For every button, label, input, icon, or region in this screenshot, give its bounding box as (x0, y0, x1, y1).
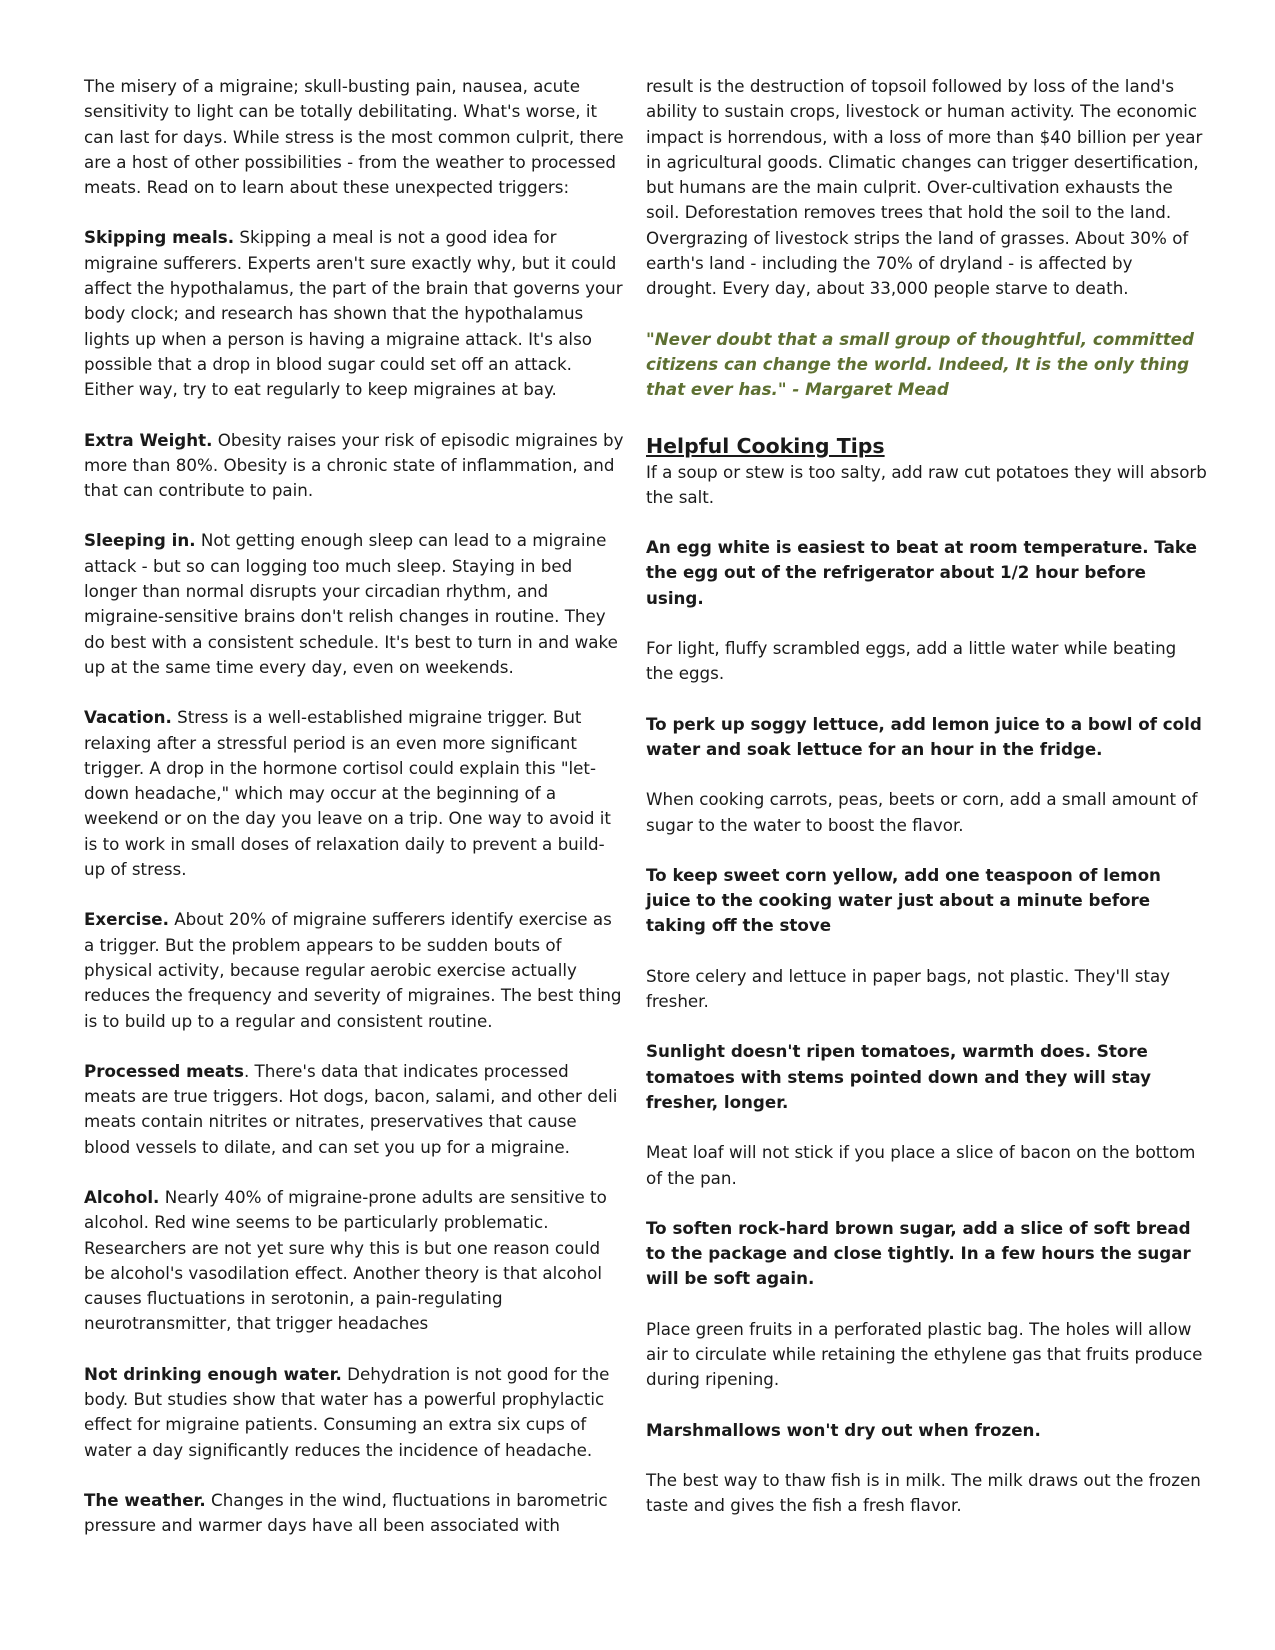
trigger-exercise (84, 907, 624, 1033)
cooking-tip: Place green fruits in a perforated plastic bag. The holes will allow air to circulate while retaining the ethylene gas that fruits produce during ripening. (646, 1318, 1203, 1390)
intro-paragraph (84, 74, 624, 200)
trigger-heading: Not drinking enough water. (84, 1363, 342, 1384)
left-column (84, 74, 624, 1539)
trigger-skipping-meals (84, 225, 624, 402)
section-heading: Helpful Cooking Tips (646, 433, 885, 458)
trigger-sleeping-in (84, 528, 624, 680)
quote: "Never doubt that a small group of thoughtful, committed citizens can change the world. Indeed, It is the only thing that ever has." - Margaret Mead (646, 328, 1194, 400)
cooking-tip: The best way to thaw fish is in milk. The milk draws out the frozen taste and gives the fish a fresh flavor. (646, 1469, 1201, 1516)
trigger-vacation (84, 705, 624, 882)
trigger-heading: Vacation. (84, 707, 172, 728)
trigger-processed-meats (84, 1059, 624, 1160)
trigger-weather (84, 1488, 624, 1539)
cooking-tip: To perk up soggy lettuce, add lemon juice to a bowl of cold water and soak lettuce for an hour in the fridge. (646, 713, 1202, 759)
cooking-tip: Meat loaf will not stick if you place a slice of bacon on the bottom of the pan. (646, 1142, 1196, 1188)
intro-text: The misery of a migraine; skull-busting pain, nausea, acute sensitivity to light can be totally debilitating. What's worse, it can last for days. While stress is the most common culprit, there are a host of other possibilities - from the weather to processed meats. Read on to learn about these unexpected triggers: (84, 76, 624, 198)
cooking-tip: Sunlight doesn't ripen tomatoes, warmth does. Store tomatoes with stems pointed down and they will stay fresher, longer. (646, 1041, 1152, 1112)
cooking-tip: When cooking carrots, peas, beets or corn, add a small amount of sugar to the water to boost the flavor. (646, 789, 1198, 835)
trigger-heading: Processed meats (84, 1060, 244, 1081)
trigger-text: Dehydration is not good for the body. But studies show that water has a powerful prophylactic effect for migraine patients. Consuming an extra six cups of water a day significantly reduces the incidence of headache. (84, 1363, 610, 1460)
cooking-tip: For light, fluffy scrambled eggs, add a little water while beating the eggs. (646, 638, 1177, 684)
cooking-tip: An egg white is easiest to beat at room temperature. Take the egg out of the refrigerator about 1/2 hour before using. (646, 537, 1197, 608)
trigger-text: Obesity raises your risk of episodic migraines by more than 80%. Obesity is a chronic state of inflammation, and that can contribute to pain. (84, 429, 624, 501)
trigger-text: Nearly 40% of migraine-prone adults are sensitive to alcohol. Red wine seems to be particularly problematic. Researchers are not yet sure why this is but one reason could be alcohol's vasodilation effect. Another theory is that alcohol causes fluctuations in serotonin, a pain-regulating neurotransmitter, that trigger headaches (84, 1186, 607, 1334)
trigger-text: Skipping a meal is not a good idea for migraine sufferers. Experts aren't sure exactly why, but it could affect the hypothalamus, the part of the brain that governs your body clock; and research has shown that the hypothalamus lights up when a person is having a migraine attack. It's also possible that a drop in blood sugar could set off an attack. Either way, try to eat regularly to keep migraines at bay. (84, 227, 623, 400)
trigger-heading: Sleeping in. (84, 530, 196, 551)
trigger-water (84, 1362, 624, 1463)
cooking-tip: Marshmallows won't dry out when frozen. (646, 1419, 1041, 1440)
cooking-tip: To keep sweet corn yellow, add one teaspoon of lemon juice to the cooking water just about a minute before taking off the stove (646, 864, 1161, 936)
trigger-text: . There's data that indicates processed meats are true triggers. Hot dogs, bacon, salami, and other deli meats contain nitrites or nitrates, preservatives that cause blood vessels to dilate, and can set you up for a migraine. (84, 1060, 618, 1157)
trigger-heading: Extra Weight. (84, 429, 213, 450)
trigger-heading: The weather. (84, 1489, 206, 1510)
cooking-tip: Store celery and lettuce in paper bags, not plastic. They'll stay fresher. (646, 965, 1171, 1012)
tips-list (646, 460, 1208, 1519)
trigger-heading: Skipping meals. (84, 227, 235, 248)
cooking-tip: To soften rock-hard brown sugar, add a slice of soft bread to the package and close tightly. In a few hours the sugar will be soft again. (646, 1217, 1191, 1289)
trigger-text: Not getting enough sleep can lead to a migraine attack - but so can logging too much sleep. Staying in bed longer than normal disrupts your circadian rhythm, and migraine-sensitive brains don't relish changes in routine. They do best with a consistent schedule. It's best to turn in and wake up at the same time every day, even on weekends. (84, 530, 618, 677)
continuation-paragraph: result is the destruction of topsoil followed by loss of the land's ability to sustain crops, livestock or human activity. The economic impact is horrendous, with a loss of more than $40 billion per year in agricultural goods. Climatic changes can trigger desertification, but humans are the main culprit. Over-cultivation exhausts the soil. Deforestation removes trees that hold the soil to the land. Overgrazing of livestock strips the land of grasses. About 30% of earth's land - including the 70% of dryland - is affected by drought. Every day, about 33,000 people starve to death. (646, 76, 1203, 299)
cooking-tip: If a soup or stew is too salty, add raw cut potatoes they will absorb the salt. (646, 461, 1207, 507)
trigger-heading: Alcohol. (84, 1186, 160, 1207)
trigger-heading: Exercise. (84, 909, 169, 930)
trigger-text: About 20% of migraine sufferers identify exercise as a trigger. But the problem appears to be sudden bouts of physical activity, because regular aerobic exercise actually reduces the frequency and severity of migraines. The best thing is to build up to a regular and consistent routine. (84, 909, 622, 1031)
trigger-extra-weight (84, 428, 624, 504)
trigger-text: Changes in the wind, fluctuations in barometric pressure and warmer days have all been associated with (84, 1489, 608, 1536)
right-column (646, 74, 1208, 1518)
trigger-text: Stress is a well-established migraine trigger. But relaxing after a stressful period is an even more significant trigger. A drop in the hormone cortisol could explain this "let-down headache," which may occur at the beginning of a weekend or on the day you leave on a trip. One way to avoid it is to work in small doses of relaxation daily to prevent a build-up of stress. (84, 707, 611, 880)
trigger-alcohol (84, 1185, 624, 1337)
